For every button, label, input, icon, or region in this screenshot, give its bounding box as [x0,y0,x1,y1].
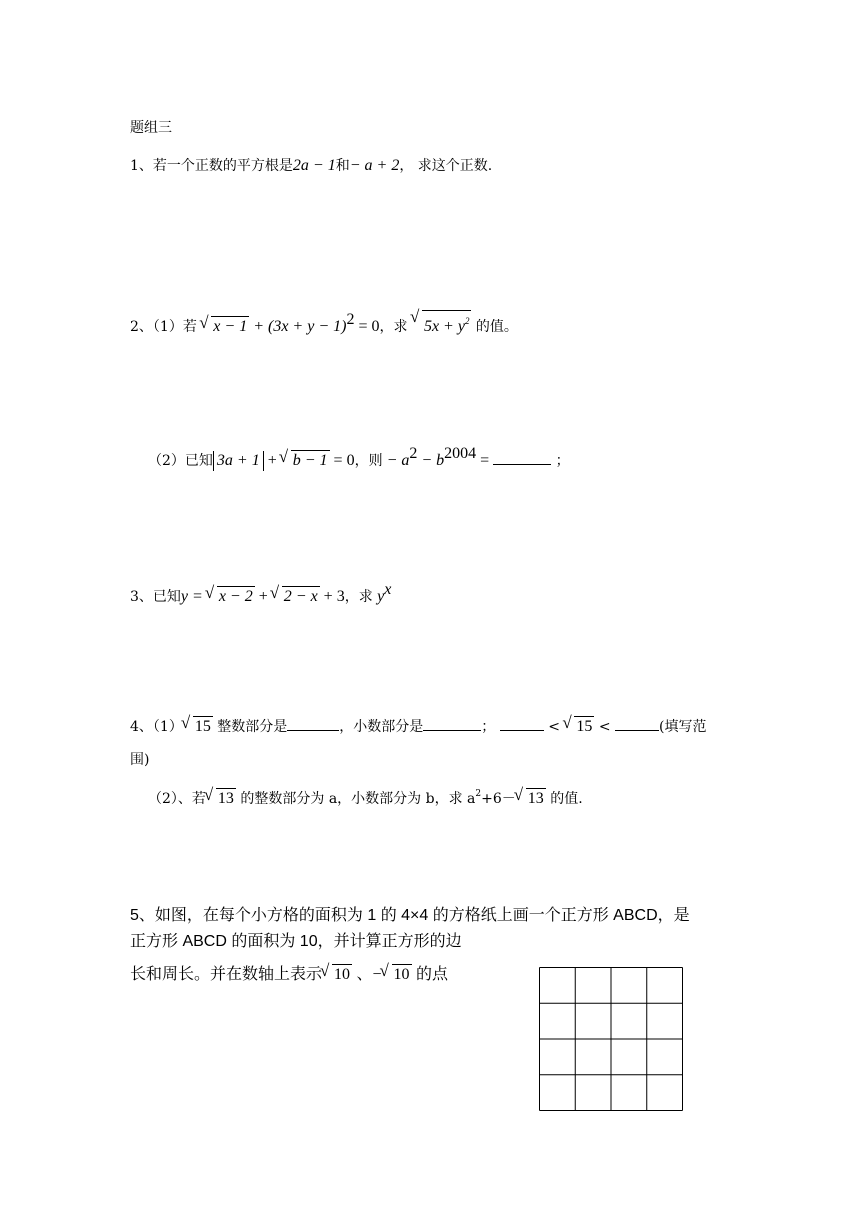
q4a-radicand-2: 15 [576,718,593,735]
q4b-radicand-2: 13 [527,790,544,807]
q1-text-1: 若一个正数的平方根是 [152,158,293,174]
q4b-text-3: +6－ [481,791,516,807]
q2a-expr-2: = 0 [354,318,380,335]
q4a-text-2: 整数部分是 [212,719,288,735]
q5-text-2: 、 [352,966,373,983]
q4a-text-5: (填写范 [659,719,707,735]
q3-radical-2 [272,586,320,607]
question-4-wrap: 围) [130,752,150,768]
q3-radicand-1: x − 2 [218,588,253,605]
q2b-power-2: 2004 [444,445,477,462]
q3-text-2: ，求 [344,589,378,605]
q2b-expr-4: − b [417,452,445,469]
q2b-text-2: ，则 [354,453,383,469]
question-2-part-2 [148,444,570,471]
q2a-radicand-2: 5x + y [423,318,465,335]
question-5-line-1: 5、如图，在每个小方格的面积为 1 的 4×4 的方格纸上画一个正方形 ABCD，是 [130,907,690,924]
q4a-text-1: （1） [152,719,183,735]
q2a-radical-1 [201,316,249,337]
q3-radicand-2: 2 − x [283,588,318,605]
q2a-power-2: 2 [464,316,470,326]
q4b-radical-2 [516,788,546,809]
question-1 [130,156,492,176]
q4a-radicand-1: 15 [194,718,211,735]
q2b-text-1: （2）已知 [148,453,213,469]
q1-text-3: ， 求这个正数. [399,158,493,174]
q4b-text-1: （2）、若 [148,791,206,807]
q3-power: x [384,581,392,598]
q2b-radicand: b − 1 [292,452,328,469]
q2b-power-1: 2 [409,445,418,462]
q1-expr-1: 2a − 1 [292,157,336,174]
q4a-text-4: ； [481,719,496,735]
q5-radicand-1: 10 [334,966,351,983]
q2b-radical [281,450,330,471]
q5-text-3: 的点 [411,966,448,983]
q2b-expr-5: = [476,452,494,469]
q2a-text-3: 的值。 [471,319,518,335]
question-4-part-2 [148,784,583,809]
q5-radical-2 [382,964,412,985]
q1-number: 1、 [130,158,153,174]
q4a-less-than-2: < [594,719,616,735]
q4a-lower-bound-blank[interactable] [500,716,544,731]
q2a-radical-2 [412,310,472,337]
q2a-expr-1: + (3x + y − 1) [249,318,347,335]
q2a-text-2: ，求 [379,319,408,335]
q4a-integer-blank[interactable] [287,716,339,731]
q3-expr-3: + 3 [319,588,345,605]
q4a-text-3: ，小数部分是 [339,719,424,735]
q3-radical-1 [207,586,255,607]
q3-number: 3、 [130,589,153,605]
q4a-radical-2 [564,716,594,737]
q2b-answer-blank[interactable] [493,450,551,465]
q4b-power: 2 [475,789,482,799]
q3-expr-1: y = [180,588,207,605]
q4b-text-4: 的值. [545,791,583,807]
q5-negative-sign: − [372,966,382,983]
q3-expr-2: + [254,588,272,605]
q4a-decimal-blank[interactable] [423,716,481,731]
section-heading: 题组三 [130,120,172,136]
q2b-text-3: ； [551,453,570,469]
q2a-text-1: （1）若 [152,319,197,335]
q2b-expr-2: = 0 [329,452,355,469]
q4a-upper-bound-blank[interactable] [615,716,659,731]
q2b-expr-3: − a [382,452,410,469]
q4b-radicand-1: 13 [217,790,234,807]
q3-text-1: 已知 [152,589,181,605]
question-3 [130,580,391,607]
question-4-part-1 [130,716,707,737]
q4b-text-2: 的整数部分为 a，小数部分为 b，求 a [235,791,476,807]
question-5-line-3 [130,964,448,985]
q2a-radicand-1: x − 1 [213,318,248,335]
q4b-radical-1 [206,788,236,809]
q4a-less-than-1: < [543,719,565,735]
q3-expr-4: y [377,588,385,605]
q2b-absolute: 3a + 1 [213,451,264,471]
q2b-expr-1: + [263,452,281,469]
question-2-part-1 [130,310,518,337]
grid-paper [538,966,684,1112]
q5-text-1: 长和周长。并在数轴上表示 [130,966,323,983]
q2a-power-1: 2 [346,311,355,328]
q2a-number: 2、 [130,319,153,335]
q5-radical-1 [322,964,352,985]
q5-radicand-2: 10 [393,966,410,983]
q1-text-2: 和 [335,158,350,174]
q4a-radical-1 [183,716,213,737]
question-5-line-2: 正方形 ABCD 的面积为 10，并计算正方形的边 [130,933,462,950]
q4a-number: 4、 [130,719,153,735]
q1-expr-2: − a + 2 [349,157,400,174]
